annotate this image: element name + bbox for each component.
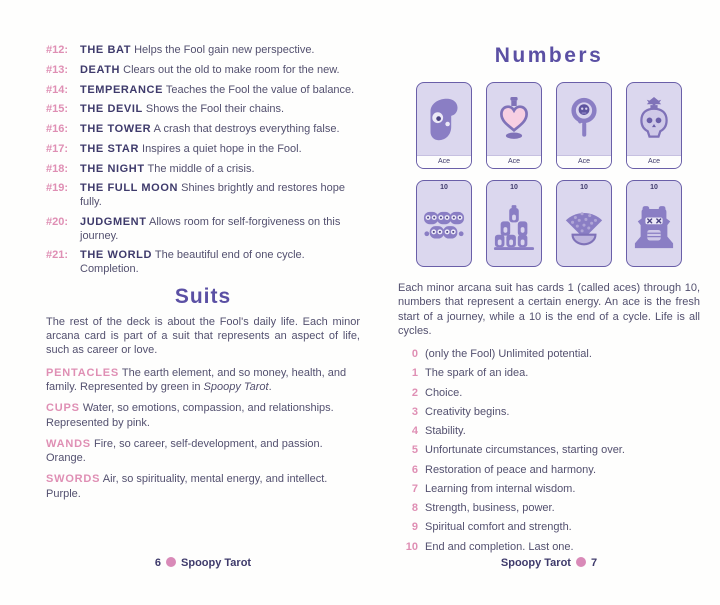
card-desc: Shines brightly and restores hope fully. bbox=[80, 182, 345, 208]
card-illustration bbox=[417, 83, 471, 155]
number-label: 0 bbox=[411, 348, 418, 361]
number-desc: Choice. bbox=[425, 386, 463, 399]
card-name: THE FULL MOON bbox=[80, 182, 179, 195]
number-label: 7 bbox=[411, 482, 418, 495]
list-item bbox=[46, 249, 360, 277]
list-item bbox=[46, 103, 360, 117]
arcana-text bbox=[80, 44, 360, 58]
list-item bbox=[398, 541, 700, 555]
page-number: 7 bbox=[590, 557, 598, 569]
arcana-text bbox=[80, 216, 360, 244]
arcana-number: #14: bbox=[46, 83, 69, 96]
card-label: Ace bbox=[557, 155, 611, 168]
card-name: THE NIGHT bbox=[80, 162, 145, 175]
number-label: 6 bbox=[411, 463, 418, 476]
list-item bbox=[46, 44, 360, 58]
card-label: 10 bbox=[580, 184, 588, 191]
number-label: 3 bbox=[411, 405, 418, 418]
owl-stack-icon bbox=[423, 204, 465, 254]
tarot-card-ace-3 bbox=[556, 82, 612, 169]
suit-entry-pentacles bbox=[46, 366, 360, 395]
number-label: 9 bbox=[411, 521, 418, 534]
list-item bbox=[398, 387, 700, 401]
skull-bottle-icon bbox=[636, 96, 672, 143]
list-item bbox=[398, 406, 700, 420]
list-item bbox=[46, 64, 360, 78]
list-item bbox=[398, 502, 700, 516]
arcana-number: #18: bbox=[46, 162, 69, 175]
list-item bbox=[398, 464, 700, 478]
card-desc: Allows room for self-forgiveness on this journey. bbox=[80, 215, 341, 242]
card-label: 10 bbox=[650, 184, 658, 191]
left-page bbox=[46, 44, 360, 605]
number-desc: End and completion. Last one. bbox=[425, 540, 574, 553]
number-desc: Unfortunate circumstances, starting over. bbox=[425, 444, 625, 457]
list-item bbox=[46, 123, 360, 137]
card-label: Ace bbox=[417, 155, 471, 168]
card-grid bbox=[398, 82, 700, 267]
card-name: THE BAT bbox=[80, 44, 132, 56]
card-label: Ace bbox=[627, 155, 681, 168]
tarot-card-ten-2 bbox=[486, 180, 542, 267]
card-desc: Teaches the Fool the value of balance. bbox=[165, 83, 355, 96]
number-label: 2 bbox=[411, 386, 418, 399]
arcana-number: #21: bbox=[46, 249, 69, 262]
sloth-wand-icon bbox=[426, 96, 462, 143]
arcana-text bbox=[80, 143, 360, 157]
card-desc: Inspires a quiet hope in the Fool. bbox=[142, 142, 302, 155]
number-desc: Spiritual comfort and strength. bbox=[425, 521, 572, 534]
suits-intro: The rest of the deck is about the Fool's daily life. Each minor arcana card is part of a suit that represents an aspect of life, such as career or love. bbox=[46, 315, 360, 357]
list-item bbox=[46, 216, 360, 244]
bottle-castle-icon bbox=[493, 204, 535, 254]
card-name: TEMPERANCE bbox=[80, 83, 164, 96]
card-name: JUDGMENT bbox=[80, 215, 147, 228]
arcana-text bbox=[80, 64, 360, 78]
numbers-list bbox=[398, 348, 700, 554]
number-label: 1 bbox=[411, 367, 418, 380]
card-illustration bbox=[487, 83, 541, 155]
number-desc: Strength, business, power. bbox=[425, 502, 555, 515]
arcana-number: #20: bbox=[46, 215, 69, 228]
suit-name: SWORDS bbox=[46, 473, 101, 486]
suit-desc: Fire, so career, self-development, and passion. Orange. bbox=[46, 437, 323, 465]
number-label: 5 bbox=[411, 444, 418, 457]
card-illustration bbox=[557, 192, 611, 266]
card-name: DEATH bbox=[80, 63, 121, 76]
right-page bbox=[398, 44, 700, 605]
number-label: 10 bbox=[405, 540, 418, 553]
card-label: Ace bbox=[487, 155, 541, 168]
numbers-intro: Each minor arcana suit has cards 1 (called aces) through 10, numbers that represent a certain energy. An ace is the fresh start of a journey, while a 10 is the end of a cycle. Life is all cycles. bbox=[398, 282, 700, 337]
list-item bbox=[46, 163, 360, 177]
arcana-text bbox=[80, 84, 360, 98]
candy-basket-icon bbox=[563, 204, 605, 254]
card-name: THE WORLD bbox=[80, 249, 153, 262]
page-number: 6 bbox=[154, 557, 162, 569]
card-desc: Shows the Fool their chains. bbox=[145, 103, 285, 116]
card-desc: Clears out the old to make room for the new. bbox=[123, 63, 340, 76]
number-desc: Restoration of peace and harmony. bbox=[425, 463, 597, 476]
arcana-number: #19: bbox=[46, 182, 69, 195]
suit-name: WANDS bbox=[46, 437, 91, 450]
card-desc: Helps the Fool gain new perspective. bbox=[134, 44, 315, 56]
list-item bbox=[398, 425, 700, 439]
book-title-italic: Spoopy Tarot bbox=[203, 380, 269, 393]
card-illustration bbox=[557, 83, 611, 155]
dot-icon bbox=[576, 557, 586, 567]
card-desc: The middle of a crisis. bbox=[147, 162, 255, 175]
list-item bbox=[398, 483, 700, 497]
arcana-number: #15: bbox=[46, 103, 69, 116]
number-label: 4 bbox=[411, 425, 418, 438]
number-desc: The spark of an idea. bbox=[425, 367, 529, 380]
major-arcana-list bbox=[46, 44, 360, 277]
book-title: Spoopy Tarot bbox=[500, 557, 571, 569]
dot-icon bbox=[166, 557, 176, 567]
numbers-heading: Numbers bbox=[494, 44, 604, 67]
card-name: THE STAR bbox=[80, 142, 139, 155]
suits-heading: Suits bbox=[174, 284, 232, 308]
suit-desc: The earth element, and so money, health, and family. Represented by green in bbox=[46, 366, 347, 393]
suit-desc: Water, so emotions, compassion, and relationships. Represented by pink. bbox=[46, 402, 334, 429]
list-item bbox=[46, 143, 360, 157]
arcana-number: #12: bbox=[46, 44, 69, 56]
number-desc: Stability. bbox=[425, 425, 466, 438]
monster-icon bbox=[633, 204, 675, 254]
arcana-number: #13: bbox=[46, 63, 69, 76]
number-desc: Creativity begins. bbox=[425, 405, 510, 418]
list-item bbox=[398, 367, 700, 381]
card-illustration bbox=[487, 192, 541, 266]
card-desc: The beautiful end of one cycle. Completion. bbox=[80, 249, 305, 275]
list-item bbox=[398, 521, 700, 535]
list-item bbox=[46, 84, 360, 98]
skull-lollipop-icon bbox=[566, 96, 602, 143]
card-desc: A crash that destroys everything false. bbox=[153, 123, 340, 135]
number-desc: (only the Fool) Unlimited potential. bbox=[425, 348, 592, 361]
tarot-card-ten-1 bbox=[416, 180, 472, 267]
suit-entry-swords bbox=[46, 472, 360, 501]
card-label: 10 bbox=[440, 184, 448, 191]
card-illustration bbox=[627, 192, 681, 266]
card-name: THE TOWER bbox=[80, 123, 152, 135]
list-item bbox=[398, 444, 700, 458]
card-label: 10 bbox=[510, 184, 518, 191]
suit-desc: Air, so spirituality, mental energy, and intellect. Purple. bbox=[46, 473, 328, 500]
arcana-text bbox=[80, 123, 360, 137]
tarot-card-ten-4 bbox=[626, 180, 682, 267]
card-illustration bbox=[627, 83, 681, 155]
arcana-number: #16: bbox=[46, 123, 69, 135]
suit-name: PENTACLES bbox=[46, 366, 120, 379]
number-label: 8 bbox=[411, 502, 418, 515]
arcana-text bbox=[80, 182, 360, 210]
arcana-text bbox=[80, 249, 360, 277]
heart-potion-icon bbox=[496, 96, 532, 143]
tarot-card-ace-1 bbox=[416, 82, 472, 169]
number-desc: Learning from internal wisdom. bbox=[425, 482, 576, 495]
suit-entry-cups bbox=[46, 401, 360, 430]
tarot-card-ace-4 bbox=[626, 82, 682, 169]
tarot-card-ten-3 bbox=[556, 180, 612, 267]
arcana-number: #17: bbox=[46, 142, 69, 155]
list-item bbox=[46, 182, 360, 210]
suit-desc-after: . bbox=[268, 380, 272, 393]
book-title: Spoopy Tarot bbox=[181, 557, 252, 569]
arcana-text bbox=[80, 163, 360, 177]
right-page-footer bbox=[398, 557, 700, 569]
card-illustration bbox=[417, 192, 471, 266]
card-name: THE DEVIL bbox=[80, 103, 143, 116]
left-page-footer bbox=[46, 557, 360, 569]
tarot-card-ace-2 bbox=[486, 82, 542, 169]
suit-name: CUPS bbox=[46, 402, 80, 415]
list-item bbox=[398, 348, 700, 362]
suit-entry-wands bbox=[46, 437, 360, 466]
arcana-text bbox=[80, 103, 360, 117]
